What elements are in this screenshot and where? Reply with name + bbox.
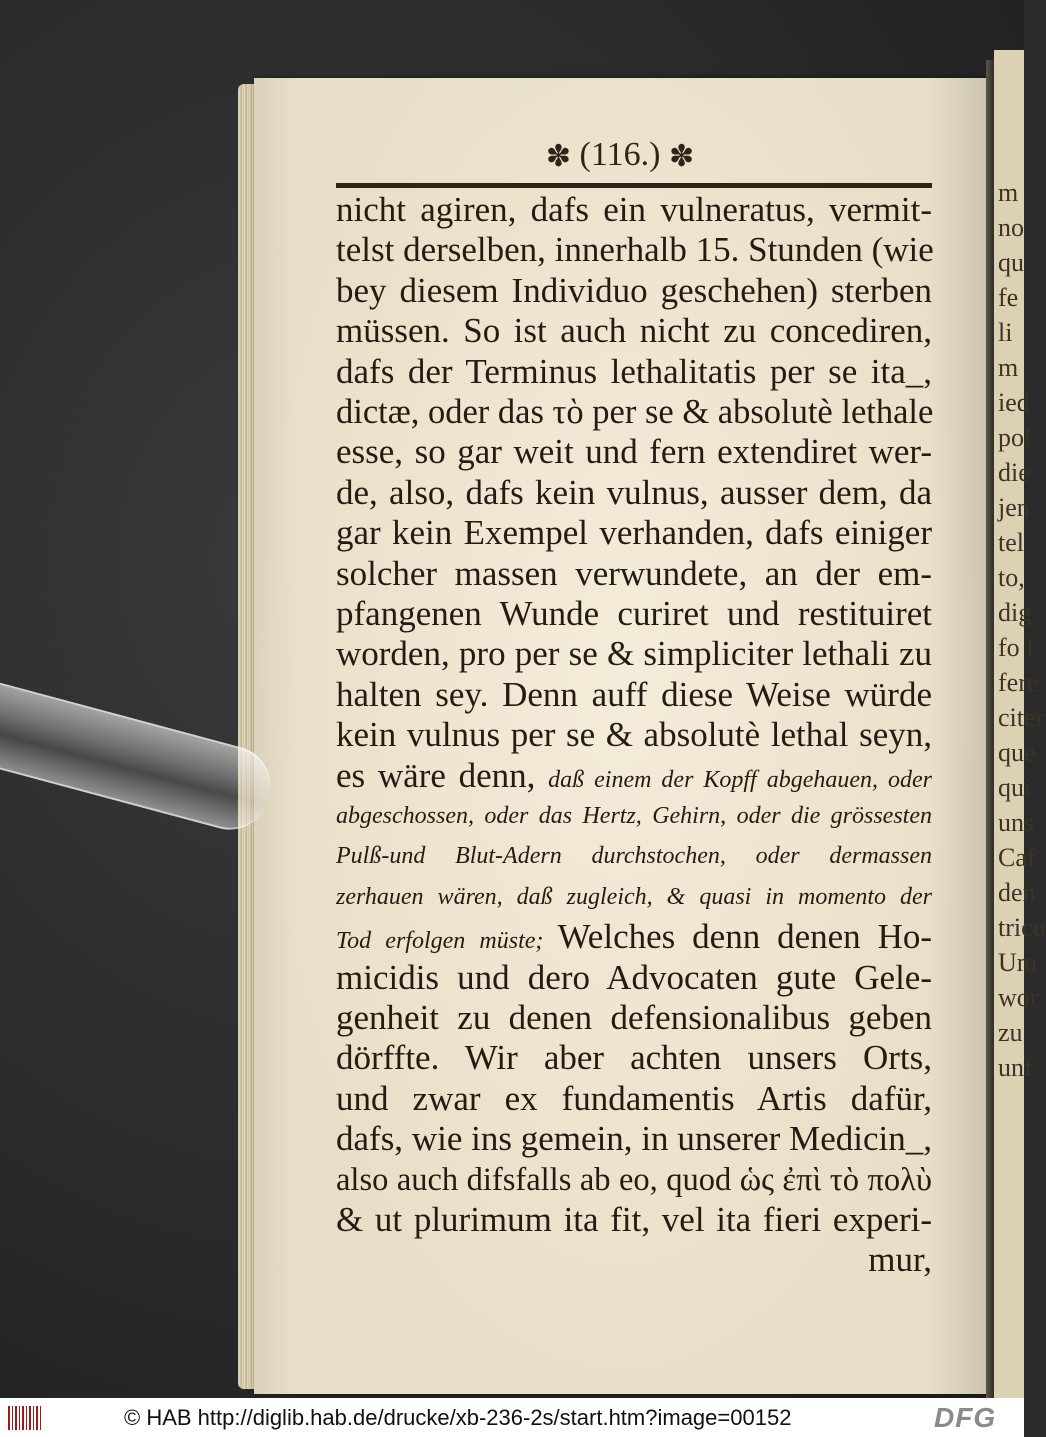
text-line: kein vulnus per se & absolutè lethal seyn,	[336, 715, 932, 755]
text-italic: Tod erfolgen müste;	[336, 928, 558, 955]
text-line: bey diesem Individuo geschehen) sterben	[336, 270, 932, 310]
adjacent-page-fragment: ied	[998, 388, 1030, 417]
text-line: solcher massen verwundete, an der em-	[336, 553, 932, 593]
text-italic: daß einem der Kopff abgehauen, oder	[548, 766, 932, 793]
adjacent-page-fragment: wor	[998, 983, 1039, 1012]
adjacent-page-fragment: to,	[998, 563, 1025, 592]
text-line: de, also, dafs kein vulnus, ausser dem, da	[336, 472, 932, 512]
text-line: & ut plurimum ita fit, vel ita fieri experi-	[336, 1200, 932, 1239]
text-line: dafs der Terminus lethalitatis per se ita_,	[336, 351, 932, 391]
text-line: gar kein Exempel verhanden, dafs einiger	[336, 513, 932, 553]
adjacent-page-fragment: li	[998, 318, 1013, 347]
adjacent-page-fragment: no	[998, 213, 1024, 242]
text-line: zerhauen wären, daß zugleich, & quasi in momento der	[336, 883, 932, 910]
text-line	[336, 917, 932, 957]
text-line: genheit zu denen defensionalibus geben	[336, 998, 932, 1037]
adjacent-page-fragment: m	[998, 353, 1019, 382]
text-line: halten sey. Denn auff diese Weise würde	[336, 674, 932, 714]
adjacent-page-fragment: fe	[998, 283, 1019, 312]
adjacent-page-fragment: den	[998, 878, 1036, 907]
text-line: dörffte. Wir aber achten unsers Orts,	[336, 1038, 932, 1078]
text-line: worden, pro per se & simpliciter lethali zu	[336, 634, 932, 674]
text-line: Pulß-und Blut-Adern durchstochen, oder dermassen	[336, 843, 932, 870]
ornament-right-icon: ✽	[668, 140, 695, 174]
adjacent-page-fragment: uns	[998, 808, 1035, 837]
adjacent-page-fragment: tel	[998, 528, 1024, 557]
adjacent-page-fragment: Um	[998, 948, 1037, 977]
adjacent-page-fragment: unf	[998, 1053, 1033, 1082]
page-number: (116.)	[579, 136, 661, 173]
text-line: also auch difsfalls ab eo, quod ὡς ἐπὶ τὸ πολὺ	[336, 1161, 932, 1198]
book-gutter	[986, 60, 994, 1400]
text-line: mur,	[868, 1240, 932, 1280]
text-line: dafs, wie ins gemein, in unserer Medicin_,	[336, 1119, 932, 1159]
footer-bar	[0, 1398, 1024, 1437]
adjacent-page-fragment: Caf	[998, 843, 1036, 872]
citation-link[interactable]: © HAB http://diglib.hab.de/drucke/xb-236-2s/start.htm?image=00152	[124, 1405, 792, 1430]
adjacent-page-fragment: dig	[998, 598, 1032, 627]
adjacent-page-fragment: pol	[998, 423, 1032, 452]
dfg-logo: DFG	[934, 1402, 997, 1433]
text-line: pfangenen Wunde curiret und restituiret	[336, 594, 932, 633]
adjacent-page-fragment: que	[998, 738, 1036, 767]
text-line	[336, 756, 932, 796]
adjacent-page-fragment: fo f	[998, 633, 1035, 662]
adjacent-page-fragment: zu	[998, 1018, 1023, 1047]
adjacent-page-fragment: jen	[998, 493, 1030, 522]
text-line: nicht agiren, dafs ein vulneratus, vermit-	[336, 190, 932, 229]
text-roman: Welches denn denen Ho-	[557, 917, 933, 957]
text-line: micidis und dero Advocaten gute Gele-	[336, 957, 932, 997]
adjacent-page-fragment: tricu	[998, 913, 1046, 942]
adjacent-page-fragment: citer	[998, 703, 1045, 732]
adjacent-page-fragment: fere	[998, 668, 1039, 697]
adjacent-page-fragment: qui	[998, 773, 1032, 802]
text-line: telst derselben, innerhalb 15. Stunden (wie	[336, 230, 934, 270]
text-line: dictæ, oder das τὸ per se & absolutè lethale	[336, 393, 934, 431]
text-line: müssen. So ist auch nicht zu concediren,	[336, 311, 932, 351]
text-line: und zwar ex fundamentis Artis dafür,	[336, 1078, 932, 1118]
text-roman: es wäre denn,	[336, 755, 549, 795]
ornament-left-icon: ✽	[545, 140, 572, 174]
hab-barcode-icon	[8, 1406, 42, 1430]
text-line: esse, so gar weit und fern extendiret wer-	[336, 432, 932, 472]
text-line: abgeschossen, oder das Hertz, Gehirn, oder die grössesten	[336, 803, 932, 829]
page-header	[254, 138, 986, 172]
adjacent-page	[994, 50, 1046, 1398]
adjacent-page-fragment: die	[998, 458, 1030, 487]
adjacent-page-fragment: m	[998, 178, 1019, 207]
header-rule	[336, 183, 932, 188]
adjacent-page-fragment: qu	[998, 248, 1024, 277]
